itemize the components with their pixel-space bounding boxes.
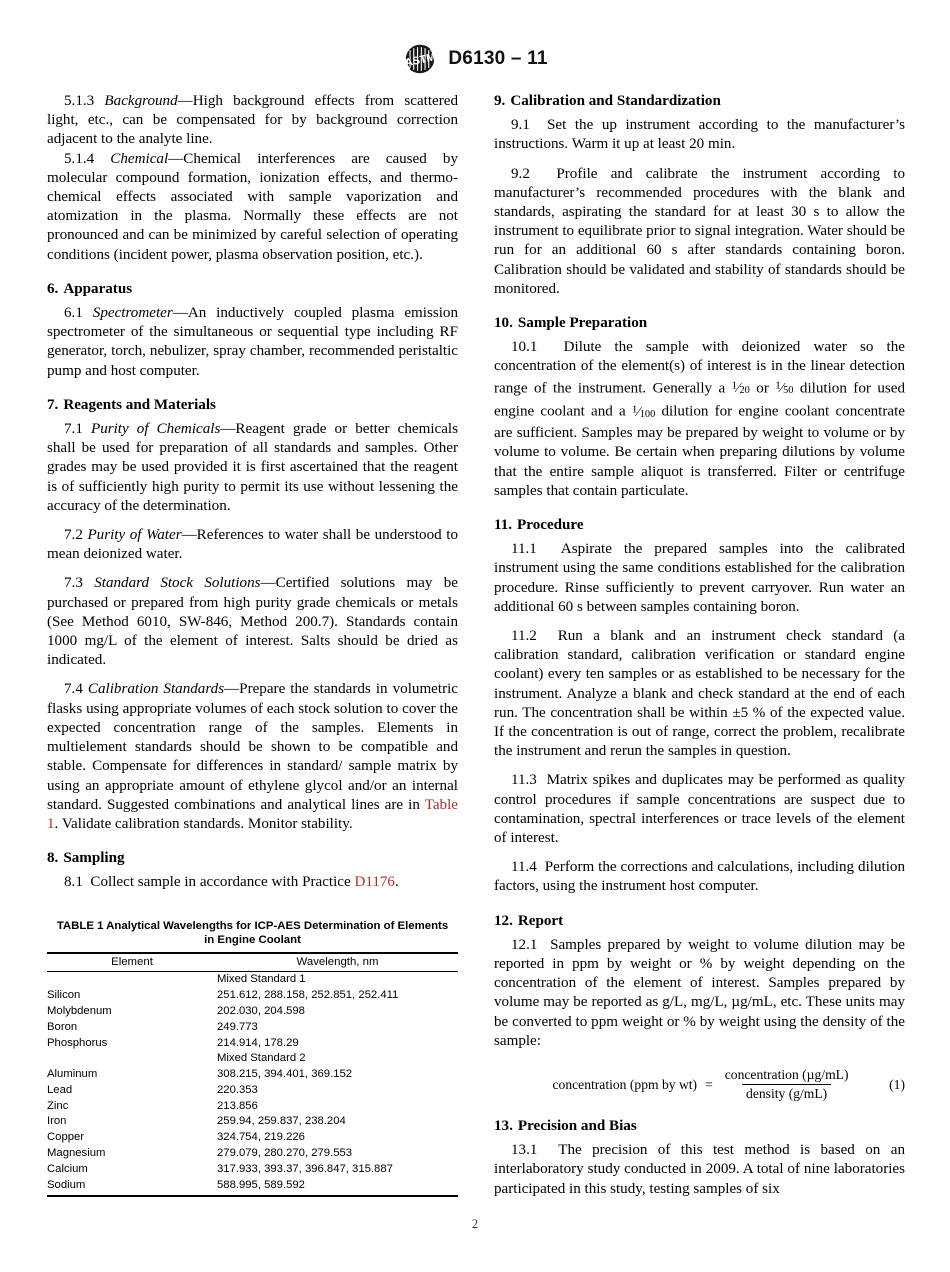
table-1-block (47, 919, 458, 1198)
equation-number: (1) (889, 1076, 905, 1092)
astm-logo-icon (402, 44, 438, 74)
clause-term: Purity of Chemicals (90, 421, 221, 438)
clause-number: 13.1 (511, 1142, 538, 1159)
table-cell-wavelength: 202.030, 204.598 (217, 1004, 305, 1017)
table-row (47, 1130, 458, 1146)
clause-text: Samples prepared by weight to volume dilution may be reported in ppm by weight or % by weight depending on the concentration of the element of interest. Samples prepared by volume may be reported as g/L, mg/L, µg/mL, etc. These units may be converted to ppm weight or % by weight using the density of the sample: (494, 936, 905, 1049)
clause-text: Set the up instrument according to the manufacturer’s instructions. Warm it up at least 20 min. (494, 117, 906, 153)
clause-term: Calibration Standards (87, 681, 225, 698)
paragraph-5-1-4 (47, 150, 458, 265)
table-row (47, 1162, 458, 1178)
clause-term: Standard Stock Solutions (94, 575, 261, 592)
clause-text: Perform the corrections and calculations, including dilution factors, using the instrument host computer. (494, 859, 905, 895)
table-cell-wavelength: 317.933, 393.37, 396.847, 315.887 (217, 1162, 393, 1175)
equation-lhs: concentration (ppm by wt) (552, 1076, 698, 1092)
table-row (47, 1114, 458, 1130)
clause-number: 5.1.4 (64, 150, 95, 167)
clause-number: 9.1 (511, 117, 530, 134)
clause-number: 9.2 (511, 165, 530, 182)
table-row (47, 988, 458, 1004)
wavelengths-table (47, 952, 458, 1197)
table-row (47, 1099, 458, 1115)
clause-text: Profile and calibrate the instrument according to manufacturer’s recommended procedures with the blank and standards, aspirating the standard for at least 30 s to allow the instrument to equilibrate prior to signal integration. Water should be run for an additional 60 s after standards containing boron. Calibration should be validated and stability of standards should be monitored. (494, 165, 905, 297)
table-group-label: Mixed Standard 2 (217, 1052, 306, 1065)
table-cell-wavelength: 214.914, 178.29 (217, 1036, 299, 1049)
equation-body (553, 1067, 853, 1102)
fraction-one-twentieth: $^1⁄_{20}$ (731, 379, 750, 397)
paragraph-10-1 (494, 338, 905, 501)
clause-term: Chemical (110, 150, 169, 167)
table-row (47, 1067, 458, 1083)
section-number: 10. (494, 315, 513, 332)
table-group-row (47, 1051, 458, 1067)
section-heading-12 (494, 912, 905, 931)
column-header-element: Element (47, 953, 217, 972)
clause-number: 7.3 (64, 575, 83, 592)
clause-text-before: Collect sample in accordance with Practice (90, 874, 355, 891)
paragraph-7-1 (47, 420, 458, 516)
equation-numerator: concentration (µg/mL) (724, 1067, 849, 1083)
table-row (47, 1020, 458, 1036)
clause-text: —Chemical interferences are caused by molecular compound formation, ionization effects, and thermo-chemical effects associated with sample vaporization and atomization in the plasma. Normally these effects are not pronounced and can be minimized by careful selection of operating conditions (incident power, plasma observation position, etc.). (47, 150, 458, 263)
section-title: Precision and Bias (517, 1118, 637, 1135)
clause-term: Spectrometer (92, 305, 173, 322)
table-row (47, 1035, 458, 1051)
paragraph-12-1 (494, 936, 905, 1051)
section-number: 11. (494, 516, 513, 533)
section-title: Reagents and Materials (63, 396, 216, 413)
clause-text: —Reagent grade or better chemicals shall be used for preparation of all standards and samples. Other grades may be used provided it is first ascertained that the reagent is of sufficiently high purity to permit its use without lessening the accuracy of the determination. (47, 421, 458, 514)
right-column (494, 92, 905, 1199)
paragraph-8-1 (47, 873, 458, 892)
left-column (47, 92, 458, 1199)
fraction-one-fiftieth: $^1⁄_{50}$ (775, 379, 794, 397)
table-group-row (47, 972, 458, 988)
document-designation: D6130 – 11 (448, 48, 548, 69)
table-cell-wavelength: 220.353 (217, 1083, 258, 1096)
equation-denominator: density (g/mL) (742, 1084, 831, 1102)
paragraph-9-2 (494, 165, 905, 299)
table-body (47, 972, 458, 1196)
equation-1 (494, 1067, 905, 1102)
paragraph-7-4 (47, 680, 458, 834)
section-heading-7 (47, 396, 458, 415)
section-heading-10 (494, 314, 905, 333)
table-header-row (47, 953, 458, 972)
table-cell-element (47, 972, 217, 988)
clause-text: Aspirate the prepared samples into the calibrated instrument using the same conditions established for the calibration procedure. Rinse sufficiently to prevent carryover. Run water an additional 60 s between samples containing boron. (494, 541, 905, 615)
section-heading-11 (494, 516, 905, 535)
clause-number: 11.1 (511, 541, 537, 558)
table-cell-element: Calcium (47, 1162, 88, 1175)
table-header (47, 953, 458, 972)
clause-number: 11.3 (511, 772, 537, 789)
paragraph-6-1 (47, 304, 458, 381)
clause-number: 11.4 (511, 859, 537, 876)
section-heading-8 (47, 849, 458, 868)
two-column-layout (47, 92, 905, 1199)
equation-operator: = (705, 1076, 713, 1092)
clause-number: 8.1 (64, 874, 83, 891)
clause-text-after: . Validate calibration standards. Monitor stability. (54, 815, 353, 832)
table-caption: TABLE 1 Analytical Wavelengths for ICP-AES Determination of Elements in Engine Coolant (56, 919, 449, 946)
table-cell-wavelength: 251.612, 288.158, 252.851, 252.411 (217, 989, 399, 1002)
section-title: Procedure (517, 516, 584, 533)
paragraph-11-1 (494, 540, 905, 617)
table-cell-element: Phosphorus (47, 1036, 108, 1049)
clause-text: —High background effects from scattered light, etc., can be compensated for by background correction adjacent to the analyte line. (47, 93, 458, 148)
section-number: 13. (494, 1118, 513, 1135)
table-row (47, 1004, 458, 1020)
table-cell-element: Sodium (47, 1177, 217, 1196)
table-group-label: Mixed Standard 1 (217, 973, 306, 986)
clause-text-b: or (749, 380, 776, 397)
clause-text: —An inductively coupled plasma emission spectrometer of the simultaneous or sequential type including RF generator, torch, nebulizer, spray chamber, recommended peristaltic pump and host computer. (47, 305, 458, 379)
clause-number: 7.1 (64, 421, 83, 438)
fraction-one-hundredth: $^1⁄_{100}$ (631, 403, 656, 421)
table-cell-wavelength: 249.773 (217, 1020, 258, 1033)
clause-number: 7.4 (64, 681, 83, 698)
clause-text-c: dilution for used engine coolant and a (494, 380, 905, 421)
table-cell-element: Copper (47, 1131, 85, 1144)
table-cell-wavelength: 588.995, 589.592 (217, 1177, 458, 1196)
table-cell-element: Aluminum (47, 1068, 98, 1081)
paragraph-5-1-3 (47, 92, 458, 150)
table-cell-element: Iron (47, 1115, 67, 1128)
clause-number: 11.2 (511, 627, 537, 644)
paragraph-11-2 (494, 627, 905, 761)
clause-text: The precision of this test method is based on an interlaboratory study conducted in 2009. A total of nine laboratories participated in this study, testing samples of six (494, 1142, 905, 1197)
clause-term: Purity of Water (87, 527, 182, 544)
table-row (47, 1083, 458, 1099)
clause-number: 12.1 (511, 936, 538, 953)
clause-term: Background (104, 93, 178, 109)
paragraph-11-3 (494, 771, 905, 848)
table-cell-element (47, 1051, 217, 1067)
section-heading-9 (494, 92, 905, 111)
paragraph-11-4 (494, 858, 905, 896)
equation-fraction (721, 1067, 853, 1102)
section-heading-6 (47, 280, 458, 299)
section-title: Sampling (63, 850, 125, 867)
page-number: 2 (471, 1217, 479, 1231)
clause-text: —References to water shall be understood to mean deionized water. (47, 527, 458, 563)
clause-text: Matrix spikes and duplicates may be performed as quality control procedures if sample concentrations are suspect due to contamination, spectral interferences or trace levels of the element of interest. (494, 772, 905, 846)
clause-text-d: dilution for engine coolant concentrate are sufficient. Samples may be prepared by weight to volume or by volume to volume. Be certain when preparing dilutions by volume that the entire sample aliquot is transferred. Filter or centrifuge samples that contain particulate. (494, 404, 905, 499)
table-cell-element: Silicon (47, 989, 81, 1002)
paragraph-7-3 (47, 574, 458, 670)
paragraph-7-2 (47, 526, 458, 564)
clause-text-after: . (394, 874, 399, 891)
clause-number: 10.1 (511, 339, 538, 356)
table-cell-element: Lead (47, 1083, 73, 1096)
section-heading-13 (494, 1117, 905, 1136)
practice-d1176-link[interactable]: D1176 (354, 874, 395, 891)
section-number: 12. (494, 912, 513, 929)
section-title: Report (517, 912, 564, 929)
clause-number: 7.2 (64, 527, 83, 544)
section-number: 8. (47, 850, 59, 867)
section-title: Apparatus (63, 280, 133, 297)
clause-text: Run a blank and an instrument check standard (a calibration standard, calibration verification or standard engine coolant) every ten samples or as established to be necessary for the instrument. Analyze a blank and check standard at the end of each run. The concentration shall be within ±5 % of the expected value. If the concentration is out of range, correct the problem, recalibrate the instrument and rerun the samples in question. (494, 627, 906, 760)
section-title: Sample Preparation (517, 315, 648, 332)
paragraph-9-1 (494, 116, 905, 154)
table-cell-wavelength: 213.856 (217, 1099, 258, 1112)
table-cell-element: Boron (47, 1020, 78, 1033)
table-cell-element: Zinc (47, 1099, 69, 1112)
page-header (0, 44, 950, 74)
table-cell-element: Molybdenum (47, 1004, 112, 1017)
section-number: 6. (47, 280, 59, 297)
svg-text:ASTM: ASTM (404, 51, 438, 70)
section-title: Calibration and Standardization (510, 93, 721, 109)
section-number: 7. (47, 396, 59, 413)
table-cell-wavelength: 324.754, 219.226 (217, 1131, 305, 1144)
clause-text-before: —Prepare the standards in volumetric flasks using appropriate volumes of each stock solution to cover the expected concentration range of the samples. Elements in multielement standards should be shown to be compatible and stable. Compensate for differences in standard/ sample matrix by using an appropriate amount of ethylene glycol and/or an internal standard. Suggested combinations and analytical lines are in (47, 681, 458, 813)
table-row (47, 1177, 458, 1196)
table-cell-wavelength: 279.079, 280.270, 279.553 (217, 1147, 353, 1160)
clause-number: 5.1.3 (64, 93, 95, 109)
section-number: 9. (494, 93, 506, 109)
clause-number: 6.1 (64, 305, 83, 322)
table-cell-element: Magnesium (47, 1147, 106, 1160)
table-row (47, 1146, 458, 1162)
table-1-link[interactable]: Table 1 (47, 796, 458, 832)
table-cell-wavelength: 259.94, 259.837, 238.204 (217, 1115, 346, 1128)
clause-text-a: Dilute the sample with deionized water so the concentration of the element(s) of interest is in the linear detection range of the instrument. Generally a (494, 339, 905, 397)
paragraph-13-1 (494, 1141, 905, 1199)
clause-text: —Certified solutions may be purchased or prepared from high purity grade chemicals or metals (See Method 6010, SW-846, Method 200.7). Standards contain 1000 mg/L of the element of interest. Salts should be dried as indicated. (47, 575, 458, 669)
table-cell-wavelength: 308.215, 394.401, 369.152 (217, 1068, 353, 1081)
column-header-wavelength: Wavelength, nm (217, 953, 458, 972)
